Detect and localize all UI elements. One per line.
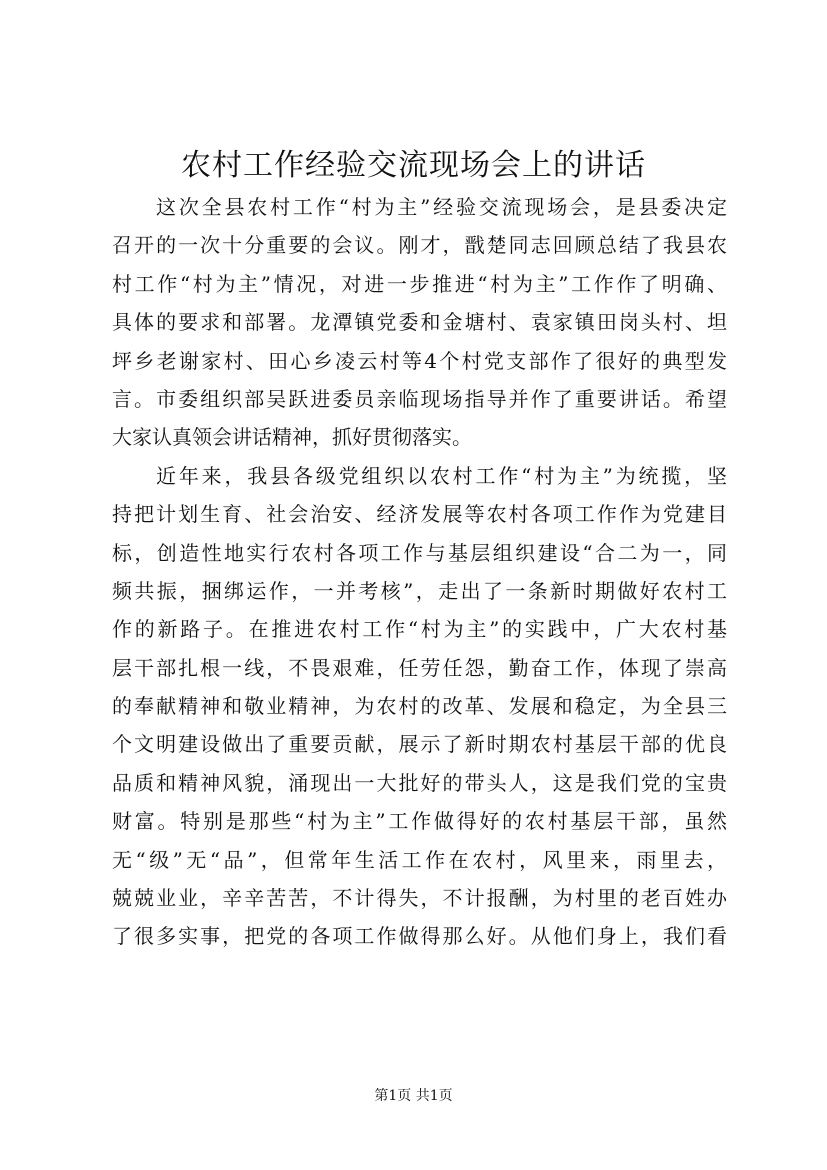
document-body	[112, 188, 727, 956]
document-title: 农村工作经验交流现场会上的讲话	[181, 148, 646, 183]
paragraph-1-line-3: 村工作“村为主”情况，对进一步推进“村为主”工作作了明确、	[112, 271, 727, 296]
paragraph-2-line-5: 作的新路子。在推进农村工作“村为主”的实践中，广大农村基	[112, 617, 727, 642]
page-number-footer: 第1页 共1页	[374, 1088, 453, 1104]
paragraph-2-line-2: 持把计划生育、社会治安、经济发展等农村各项工作作为党建目	[112, 502, 727, 527]
paragraph-2-line-11: 无“级”无“品”，但常年生活工作在农村，风里来，雨里去，	[112, 847, 727, 872]
paragraph-2-line-3: 标，创造性地实行农村各项工作与基层组织建设“合二为一，同	[112, 540, 727, 565]
paragraph-2-line-6: 层干部扎根一线，不畏艰难，任劳任怨，勤奋工作，体现了崇高	[112, 655, 727, 680]
paragraph-2-line-8: 个文明建设做出了重要贡献，展示了新时期农村基层干部的优良	[112, 732, 727, 757]
paragraph-1-line-6: 言。市委组织部吴跃进委员亲临现场指导并作了重要讲话。希望	[112, 386, 727, 411]
paragraph-1-line-2: 召开的一次十分重要的会议。刚才，戬楚同志回顾总结了我县农	[112, 233, 727, 258]
paragraph-2-line-7: 的奉献精神和敬业精神，为农村的改革、发展和稳定，为全县三	[112, 694, 727, 719]
paragraph-1-line-4: 具体的要求和部署。龙潭镇党委和金塘村、袁家镇田岗头村、坦	[112, 310, 727, 335]
paragraph-2-line-12: 兢兢业业，辛辛苦苦，不计得失，不计报酬，为村里的老百姓办	[112, 886, 727, 911]
paragraph-2-line-10: 财富。特别是那些“村为主”工作做得好的农村基层干部，虽然	[112, 809, 727, 834]
paragraph-2-line-9: 品质和精神风貌，涌现出一大批好的带头人，这是我们党的宝贵	[112, 770, 727, 795]
paragraph-2-line-1: 近年来，我县各级党组织以农村工作“村为主”为统揽，坚	[156, 463, 727, 488]
paragraph-1-line-7: 大家认真领会讲话精神，抓好贯彻落实。	[112, 425, 472, 450]
paragraph-1-line-1: 这次全县农村工作“村为主”经验交流现场会，是县委决定	[156, 195, 727, 219]
paragraph-2-line-4: 频共振，捆绑运作，一并考核”，走出了一条新时期做好农村工	[112, 578, 727, 603]
paragraph-1-line-5: 坪乡老谢家村、田心乡凌云村等4个村党支部作了很好的典型发	[112, 348, 727, 373]
paragraph-2-line-13: 了很多实事，把党的各项工作做得那么好。从他们身上，我们看	[112, 924, 727, 949]
